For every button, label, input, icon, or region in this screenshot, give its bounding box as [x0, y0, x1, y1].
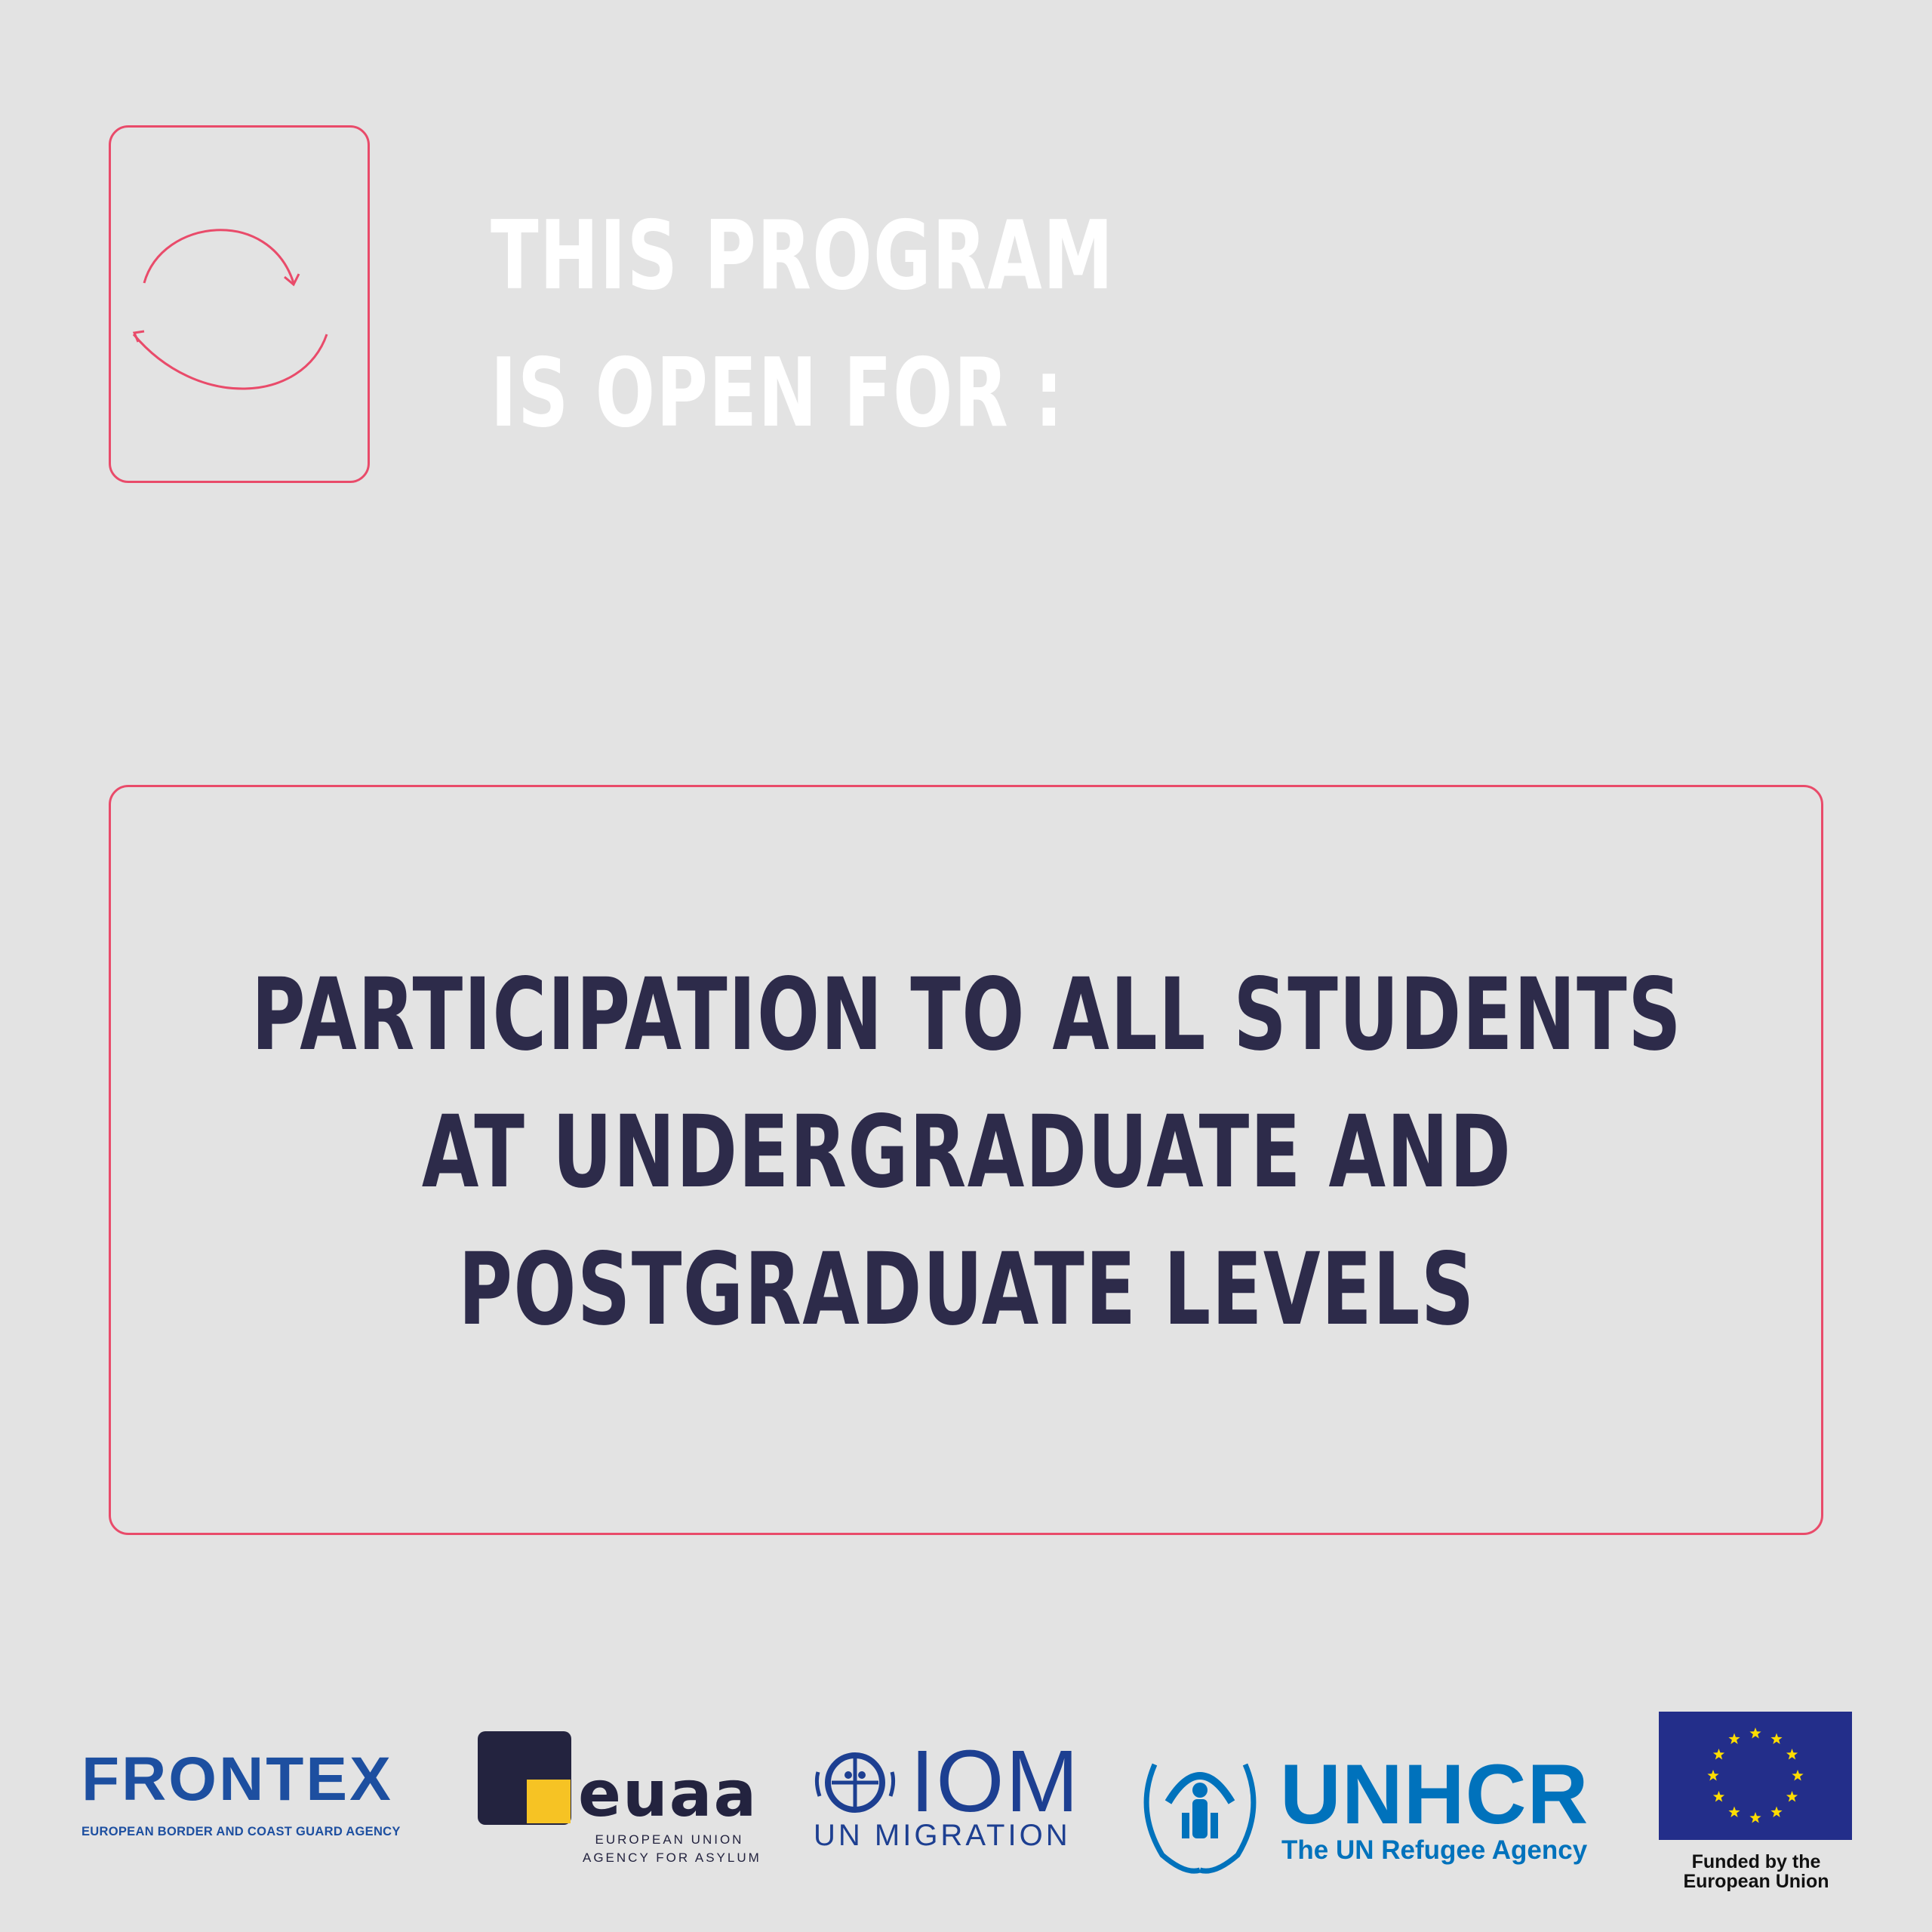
- eu-star-icon: [1713, 1791, 1724, 1802]
- unhcr-subtitle: The UN Refugee Agency: [1281, 1835, 1588, 1865]
- frontex-name: FRONTEX: [82, 1745, 393, 1814]
- unhcr-emblem-icon: [1132, 1734, 1268, 1878]
- eligibility-line-3: POSTGRADUATE LEVELS: [458, 1232, 1475, 1348]
- eu-funding-caption: [1659, 1852, 1854, 1891]
- eu-funding-logo: [1659, 1712, 1854, 1891]
- eu-star-icon: [1728, 1807, 1740, 1818]
- iom-emblem-icon: [814, 1749, 897, 1816]
- title-line-1: THIS PROGRAM: [491, 200, 1115, 311]
- unhcr-name: UNHCR: [1280, 1747, 1589, 1841]
- euaa-logo: [477, 1730, 761, 1869]
- eu-star-icon: [1792, 1770, 1803, 1781]
- eu-star-icon: [1749, 1812, 1761, 1823]
- eligibility-line-2: AT UNDERGRADUATE AND: [421, 1094, 1512, 1211]
- eu-flag-icon: [1659, 1712, 1852, 1840]
- eu-caption-line-1: Funded by the: [1691, 1851, 1821, 1872]
- frontex-logo: [82, 1745, 401, 1839]
- eu-star-icon: [1749, 1727, 1761, 1739]
- eu-star-icon: [1770, 1807, 1782, 1818]
- eu-star-icon: [1707, 1770, 1718, 1781]
- euaa-name: euaa: [578, 1757, 758, 1831]
- iom-name: IOM: [910, 1732, 1081, 1830]
- euaa-subtitle-1: EUROPEAN UNION: [595, 1832, 744, 1847]
- eu-star-icon: [1786, 1791, 1798, 1802]
- eu-stars-icon: [1659, 1712, 1852, 1840]
- eu-star-icon: [1786, 1749, 1798, 1760]
- eu-star-icon: [1713, 1749, 1724, 1760]
- euaa-yellow-square-icon: [527, 1780, 571, 1823]
- title-line-2: IS OPEN FOR :: [491, 337, 1064, 448]
- eu-caption-line-2: European Union: [1683, 1871, 1829, 1892]
- frontex-subtitle: EUROPEAN BORDER AND COAST GUARD AGENCY: [82, 1825, 401, 1838]
- eu-star-icon: [1728, 1734, 1740, 1745]
- eu-star-icon: [1770, 1734, 1782, 1745]
- refresh-cycle-icon: [111, 128, 372, 485]
- eligibility-line-1: PARTICIPATION TO ALL STUDENTS: [251, 957, 1683, 1073]
- icon-card: [109, 125, 370, 483]
- iom-subtitle: UN MIGRATION: [814, 1819, 1071, 1852]
- eligibility-text: [0, 946, 1932, 1358]
- euaa-subtitle-2: AGENCY FOR ASYLUM: [583, 1850, 761, 1865]
- page-title: [491, 187, 1114, 462]
